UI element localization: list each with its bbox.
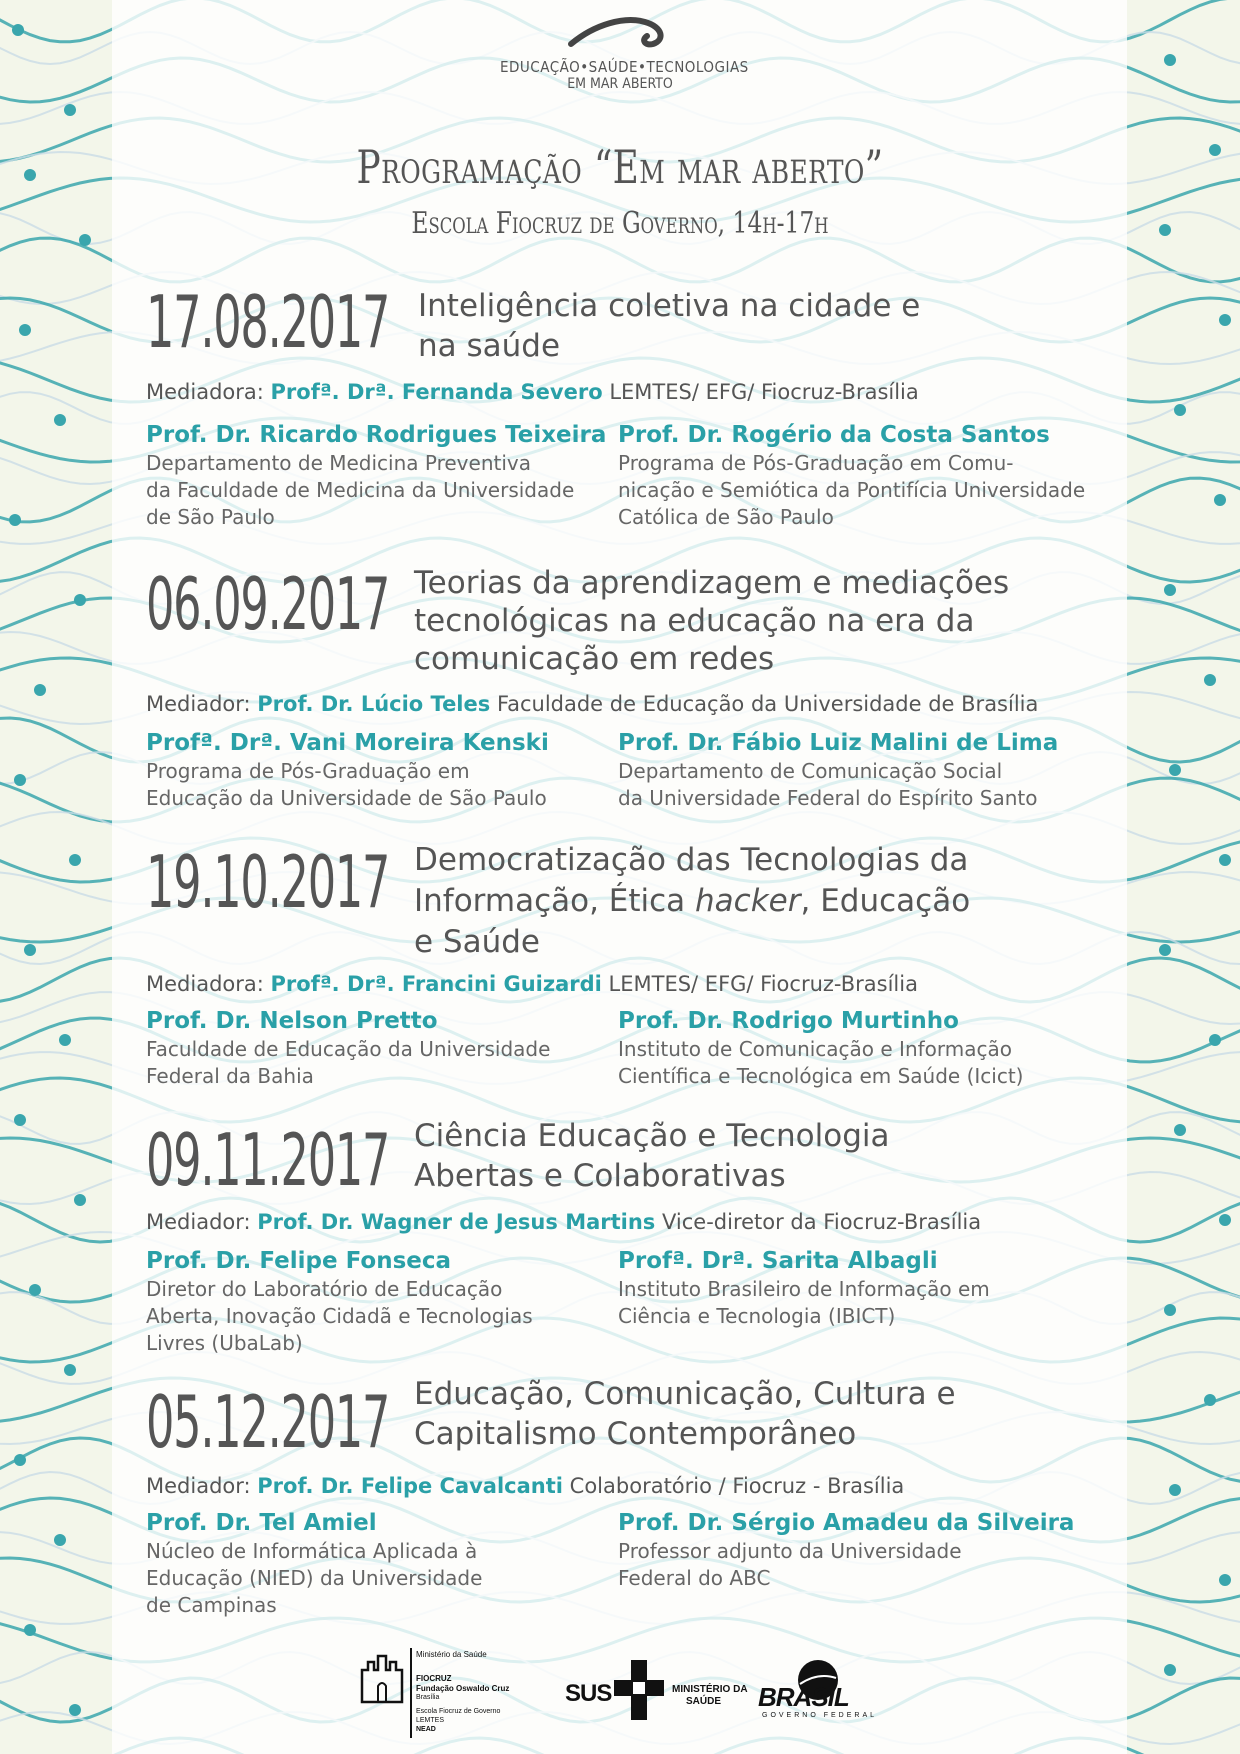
topic-line: Educação, Comunicação, Cultura e xyxy=(414,1376,956,1412)
brasil-logo-text: BRASIL xyxy=(758,1682,849,1712)
speaker xyxy=(618,420,1098,531)
session-topic xyxy=(414,840,1094,963)
speaker-name: Profª. Drª. Vani Moreira Kenski xyxy=(146,730,549,756)
efg-nead: NEAD xyxy=(416,1726,436,1733)
speaker-affiliation: Programa de Pós-Graduação em Educação da Universidade de São Paulo xyxy=(146,759,547,810)
session-topic xyxy=(414,1374,1034,1454)
fiocruz-city: Brasília xyxy=(416,1694,440,1701)
mediator-affiliation: LEMTES/ EFG/ Fiocruz-Brasília xyxy=(608,972,918,996)
event-logo xyxy=(500,14,749,92)
speaker xyxy=(146,1246,586,1357)
speaker xyxy=(146,728,586,812)
fiocruz-name: FIOCRUZ xyxy=(416,1674,452,1683)
speaker xyxy=(618,1246,1098,1330)
wave-logo-icon xyxy=(565,14,675,54)
mediator xyxy=(146,380,919,404)
topic-line: Democratização das Tecnologias da xyxy=(414,842,969,878)
divider xyxy=(410,1648,412,1738)
speaker-affiliation: Núcleo de Informática Aplicada à Educação (NIED) da Universidade de Campinas xyxy=(146,1539,483,1617)
mediator-name: Prof. Dr. Felipe Cavalcanti xyxy=(257,1474,563,1498)
speaker xyxy=(146,1006,586,1090)
mediator-affiliation: Faculdade de Educação da Universidade de Brasília xyxy=(496,692,1039,716)
topic-line: Ciência Educação e Tecnologia xyxy=(414,1118,890,1154)
topic-line: Capitalismo Contemporâneo xyxy=(414,1416,857,1452)
speaker-name: Prof. Dr. Sérgio Amadeu da Silveira xyxy=(618,1510,1075,1536)
session-topic xyxy=(414,1116,1034,1196)
speaker xyxy=(618,1006,1098,1090)
speaker-affiliation: Departamento de Comunicação Social da Universidade Federal do Espírito Santo xyxy=(618,759,1038,810)
speaker-name: Prof. Dr. Ricardo Rodrigues Teixeira xyxy=(146,422,607,448)
speaker-affiliation: Instituto Brasileiro de Informação em Ciência e Tecnologia (IBICT) xyxy=(618,1277,990,1328)
mediator-name: Profª. Drª. Fernanda Severo xyxy=(270,380,603,404)
session-date: 17.08.2017 xyxy=(146,280,390,364)
topic-line: Teorias da aprendizagem e mediações xyxy=(414,565,1010,601)
topic-line: na saúde xyxy=(418,328,561,364)
session-date: 06.09.2017 xyxy=(146,562,390,646)
sus-logo-text: SUS xyxy=(565,1680,612,1707)
mediator-name: Prof. Dr. Wagner de Jesus Martins xyxy=(257,1210,656,1234)
speaker-name: Prof. Dr. Rogério da Costa Santos xyxy=(618,422,1050,448)
speaker xyxy=(618,728,1098,812)
speaker xyxy=(146,420,607,531)
topic-line: comunicação em redes xyxy=(414,641,775,677)
speaker-affiliation: Instituto de Comunicação e Informação Científica e Tecnológica em Saúde (Icict) xyxy=(618,1037,1024,1088)
sponsor-logos xyxy=(360,1640,900,1740)
mediator-role: Mediador: xyxy=(146,1474,251,1498)
speaker-name: Prof. Dr. Nelson Pretto xyxy=(146,1008,438,1034)
mediator-name: Profª. Drª. Francini Guizardi xyxy=(270,972,602,996)
fiocruz-full: Fundação Oswaldo Cruz xyxy=(416,1684,510,1693)
speaker-name: Prof. Dr. Felipe Fonseca xyxy=(146,1248,452,1274)
topic-line: tecnológicas na educação na era da xyxy=(414,603,975,639)
mediator-affiliation: LEMTES/ EFG/ Fiocruz-Brasília xyxy=(609,380,919,404)
efg-name: Escola Fiocruz de Governo xyxy=(416,1708,501,1715)
speaker-affiliation: Professor adjunto da Universidade Federal do ABC xyxy=(618,1539,962,1590)
mediator-affiliation: Vice-diretor da Fiocruz-Brasília xyxy=(662,1210,982,1234)
speaker xyxy=(146,1508,586,1619)
session-date: 05.12.2017 xyxy=(146,1380,390,1464)
speaker-affiliation: Programa de Pós-Graduação em Comu- nicação e Semiótica da Pontifícia Universidade Católica de São Paulo xyxy=(618,451,1086,529)
speaker-name: Prof. Dr. Fábio Luiz Malini de Lima xyxy=(618,730,1059,756)
mediator xyxy=(146,692,1038,716)
topic-line: Informação, Ética hacker, Educação xyxy=(414,883,971,919)
logo-line-2: EM MAR ABERTO xyxy=(567,76,673,92)
speaker-name: Prof. Dr. Tel Amiel xyxy=(146,1510,377,1536)
page-title: Programação “Em mar aberto” xyxy=(356,140,884,194)
session-topic xyxy=(414,564,1094,678)
ministerio-small: Ministério da Saúde xyxy=(416,1650,487,1659)
mediator-role: Mediador: xyxy=(146,1210,251,1234)
topic-line: Abertas e Colaborativas xyxy=(414,1158,786,1194)
fiocruz-castle-icon xyxy=(360,1650,404,1704)
mediator-role: Mediador: xyxy=(146,692,251,716)
mediator-affiliation: Colaboratório / Fiocruz - Brasília xyxy=(569,1474,905,1498)
sus-cross-icon xyxy=(614,1660,664,1720)
ministerio-line-1: MINISTÉRIO DA xyxy=(672,1684,748,1695)
session-topic xyxy=(418,286,1038,366)
logo-line-1: EDUCAÇÃO•SAÚDE•TECNOLOGIAS xyxy=(500,58,749,76)
mediator xyxy=(146,972,918,996)
topic-line: e Saúde xyxy=(414,924,540,960)
session-date: 09.11.2017 xyxy=(146,1118,390,1202)
session-date: 19.10.2017 xyxy=(146,840,390,924)
topic-line: Inteligência coletiva na cidade e xyxy=(418,288,921,324)
efg-lemtes: LEMTES xyxy=(416,1717,445,1724)
speaker xyxy=(618,1508,1098,1592)
mediator-role: Mediadora: xyxy=(146,380,264,404)
governo-federal: GOVERNO FEDERAL xyxy=(762,1712,878,1719)
mediator xyxy=(146,1210,981,1234)
mediator-name: Prof. Dr. Lúcio Teles xyxy=(257,692,491,716)
speaker-name: Prof. Dr. Rodrigo Murtinho xyxy=(618,1008,959,1034)
mediator xyxy=(146,1474,904,1498)
speaker-name: Profª. Drª. Sarita Albagli xyxy=(618,1248,938,1274)
speaker-affiliation: Departamento de Medicina Preventiva da Faculdade de Medicina da Universidade de São Paulo xyxy=(146,451,575,529)
ministerio-line-2: SAÚDE xyxy=(686,1696,722,1707)
speaker-affiliation: Faculdade de Educação da Universidade Federal da Bahia xyxy=(146,1037,551,1088)
mediator-role: Mediadora: xyxy=(146,972,264,996)
page-subtitle: Escola Fiocruz de Governo, 14h-17h xyxy=(411,206,829,241)
speaker-affiliation: Diretor do Laboratório de Educação Aberta, Inovação Cidadã e Tecnologias Livres (UbaLab) xyxy=(146,1277,533,1355)
